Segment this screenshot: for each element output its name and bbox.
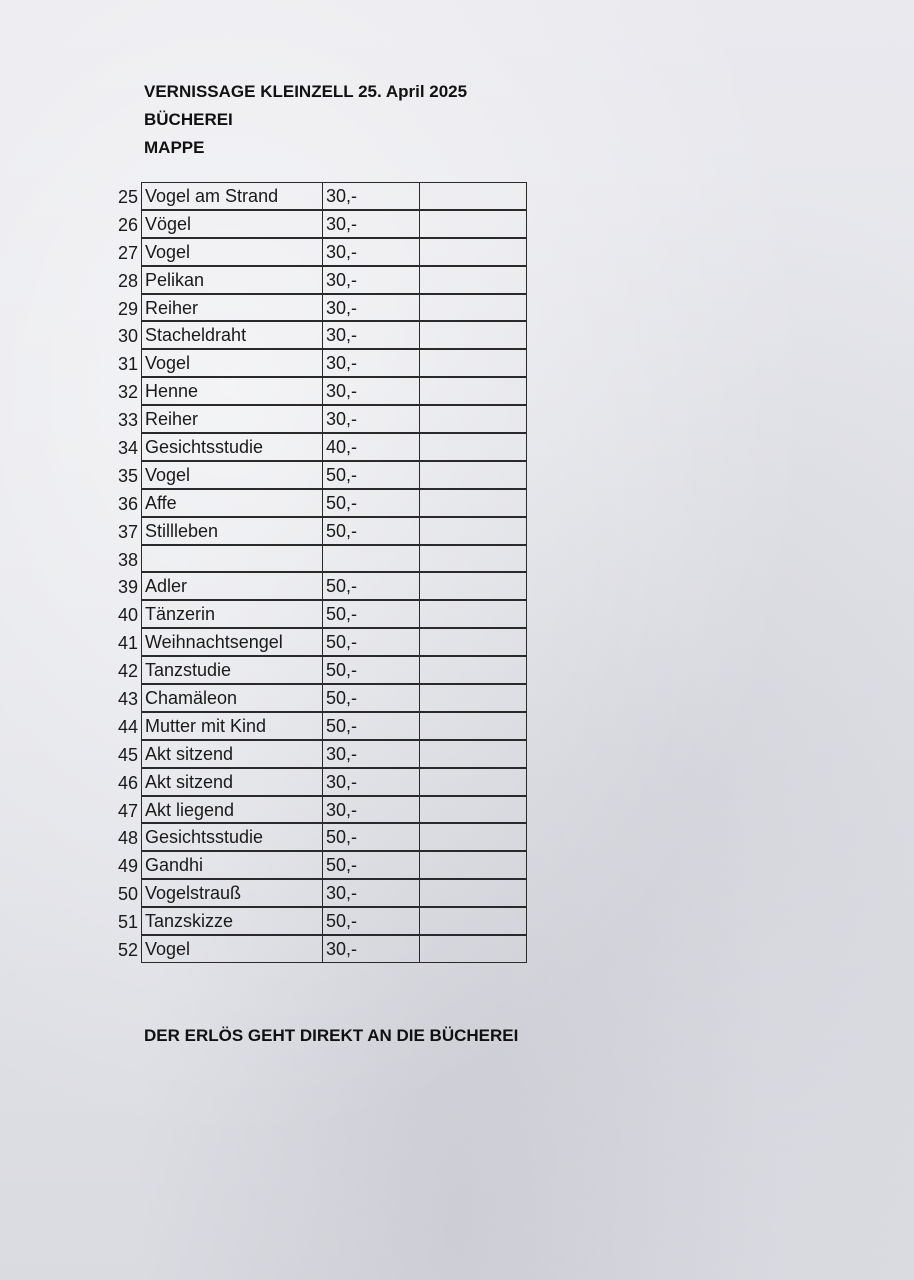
row-number: 50 xyxy=(117,884,138,905)
table-row xyxy=(108,685,528,713)
artwork-title-cell: Stillleben xyxy=(141,517,323,545)
proceeds-note: DER ERLÖS GEHT DIREKT AN DIE BÜCHEREI xyxy=(144,1026,519,1045)
empty-cell xyxy=(419,907,527,935)
empty-cell xyxy=(419,238,527,266)
price-cell: 30,- xyxy=(322,210,420,238)
empty-cell xyxy=(419,796,527,824)
event-title: VERNISSAGE KLEINZELL 25. April 2025 xyxy=(144,82,468,101)
artwork-title-cell: Vogel xyxy=(141,349,323,377)
table-row xyxy=(108,295,528,323)
table-row xyxy=(108,573,528,601)
row-number: 25 xyxy=(117,187,138,207)
row-number: 36 xyxy=(117,493,138,514)
row-number: 30 xyxy=(117,326,138,347)
empty-cell xyxy=(419,768,527,796)
empty-cell xyxy=(419,656,527,684)
price-cell: 30,- xyxy=(322,238,420,266)
price-cell: 50,- xyxy=(322,600,420,628)
table-row xyxy=(108,518,528,546)
empty-cell xyxy=(419,851,527,879)
table-row xyxy=(108,741,528,769)
table-row xyxy=(108,629,528,657)
row-number: 47 xyxy=(117,800,138,821)
artwork-title-cell: Mutter mit Kind xyxy=(141,712,323,740)
price-cell: 30,- xyxy=(322,266,420,294)
table-row xyxy=(108,211,528,239)
table-row xyxy=(108,936,528,964)
artwork-title-cell: Weihnachtsengel xyxy=(141,628,323,656)
artwork-title-cell: Gesichtsstudie xyxy=(141,823,323,851)
artwork-title-cell: Vogel xyxy=(141,461,323,489)
row-number: 32 xyxy=(117,382,138,403)
table-row xyxy=(108,546,528,574)
row-number: 44 xyxy=(117,716,138,737)
row-number: 35 xyxy=(117,465,138,486)
artwork-title-cell: Vogel am Strand xyxy=(141,182,323,210)
table-row xyxy=(108,350,528,378)
empty-cell xyxy=(419,377,527,405)
row-number: 29 xyxy=(117,298,138,319)
empty-cell xyxy=(419,572,527,600)
empty-cell xyxy=(419,489,527,517)
table-row xyxy=(108,657,528,685)
table-row xyxy=(108,880,528,908)
price-cell: 50,- xyxy=(322,628,420,656)
row-number: 48 xyxy=(117,828,138,849)
price-cell: 50,- xyxy=(322,656,420,684)
table-row xyxy=(108,267,528,295)
table-row xyxy=(108,378,528,406)
artwork-title-cell: Tänzerin xyxy=(141,600,323,628)
artwork-price-list xyxy=(108,183,528,964)
empty-cell xyxy=(419,823,527,851)
price-cell: 30,- xyxy=(322,935,420,963)
table-row xyxy=(108,769,528,797)
table-row xyxy=(108,406,528,434)
table-row xyxy=(108,601,528,629)
venue-title: BÜCHEREI xyxy=(144,110,233,129)
empty-cell xyxy=(419,405,527,433)
price-cell: 30,- xyxy=(322,740,420,768)
price-cell: 30,- xyxy=(322,768,420,796)
artwork-title-cell: Chamäleon xyxy=(141,684,323,712)
price-cell: 50,- xyxy=(322,907,420,935)
artwork-title-cell: Gandhi xyxy=(141,851,323,879)
table-row xyxy=(108,183,528,211)
empty-cell xyxy=(419,935,527,963)
price-cell: 50,- xyxy=(322,712,420,740)
row-number: 37 xyxy=(117,521,138,542)
table-row xyxy=(108,239,528,267)
artwork-title-cell: Akt sitzend xyxy=(141,740,323,768)
table-row xyxy=(108,713,528,741)
artwork-title-cell: Reiher xyxy=(141,405,323,433)
artwork-title-cell: Henne xyxy=(141,377,323,405)
row-number: 28 xyxy=(117,270,138,291)
artwork-title-cell: Stacheldraht xyxy=(141,321,323,349)
table-row xyxy=(108,490,528,518)
artwork-title-cell: Adler xyxy=(141,572,323,600)
price-cell: 30,- xyxy=(322,349,420,377)
empty-cell xyxy=(419,461,527,489)
artwork-title-cell: Pelikan xyxy=(141,266,323,294)
artwork-title-cell: Reiher xyxy=(141,294,323,322)
price-cell: 40,- xyxy=(322,433,420,461)
empty-cell xyxy=(419,712,527,740)
empty-cell xyxy=(419,517,527,545)
table-row xyxy=(108,797,528,825)
artwork-title-cell: Vogel xyxy=(141,238,323,266)
price-cell: 50,- xyxy=(322,461,420,489)
empty-cell xyxy=(419,266,527,294)
empty-cell xyxy=(419,349,527,377)
empty-cell xyxy=(419,628,527,656)
row-number: 38 xyxy=(117,549,138,570)
empty-cell xyxy=(419,321,527,349)
empty-cell xyxy=(419,182,527,210)
table-row xyxy=(108,322,528,350)
row-number: 34 xyxy=(117,438,138,459)
price-cell: 30,- xyxy=(322,182,420,210)
price-cell: 50,- xyxy=(322,823,420,851)
table-row xyxy=(108,462,528,490)
artwork-title-cell: Akt sitzend xyxy=(141,768,323,796)
row-number: 51 xyxy=(117,912,138,933)
artwork-title-cell: Vögel xyxy=(141,210,323,238)
row-number: 45 xyxy=(117,744,138,765)
empty-cell xyxy=(419,210,527,238)
artwork-title-cell: Vogelstrauß xyxy=(141,879,323,907)
row-number: 49 xyxy=(117,856,138,877)
empty-cell xyxy=(419,433,527,461)
table-row xyxy=(108,908,528,936)
row-number: 39 xyxy=(117,577,138,598)
row-number: 40 xyxy=(117,605,138,626)
row-number: 31 xyxy=(117,354,138,375)
row-number: 43 xyxy=(117,689,138,710)
price-cell: 30,- xyxy=(322,405,420,433)
artwork-title-cell xyxy=(141,545,323,573)
artwork-title-cell: Gesichtsstudie xyxy=(141,433,323,461)
empty-cell xyxy=(419,740,527,768)
price-cell: 50,- xyxy=(322,489,420,517)
price-cell: 30,- xyxy=(322,879,420,907)
price-cell: 50,- xyxy=(322,517,420,545)
empty-cell xyxy=(419,545,527,573)
table-row xyxy=(108,824,528,852)
price-cell: 50,- xyxy=(322,851,420,879)
row-number: 26 xyxy=(117,214,138,235)
price-cell: 30,- xyxy=(322,377,420,405)
empty-cell xyxy=(419,600,527,628)
row-number: 33 xyxy=(117,410,138,431)
row-number: 42 xyxy=(117,661,138,682)
price-cell: 30,- xyxy=(322,321,420,349)
empty-cell xyxy=(419,294,527,322)
row-number: 41 xyxy=(117,633,138,654)
row-number: 27 xyxy=(117,242,138,263)
document-header xyxy=(144,78,467,162)
empty-cell xyxy=(419,684,527,712)
price-cell xyxy=(322,545,420,573)
price-cell: 30,- xyxy=(322,796,420,824)
row-number: 52 xyxy=(117,940,138,961)
artwork-title-cell: Tanzskizze xyxy=(141,907,323,935)
artwork-title-cell: Affe xyxy=(141,489,323,517)
price-cell: 30,- xyxy=(322,294,420,322)
artwork-title-cell: Tanzstudie xyxy=(141,656,323,684)
folder-title: MAPPE xyxy=(144,138,205,157)
empty-cell xyxy=(419,879,527,907)
price-cell: 50,- xyxy=(322,684,420,712)
artwork-title-cell: Vogel xyxy=(141,935,323,963)
table-row xyxy=(108,852,528,880)
table-row xyxy=(108,434,528,462)
price-cell: 50,- xyxy=(322,572,420,600)
row-number: 46 xyxy=(117,772,138,793)
artwork-title-cell: Akt liegend xyxy=(141,796,323,824)
